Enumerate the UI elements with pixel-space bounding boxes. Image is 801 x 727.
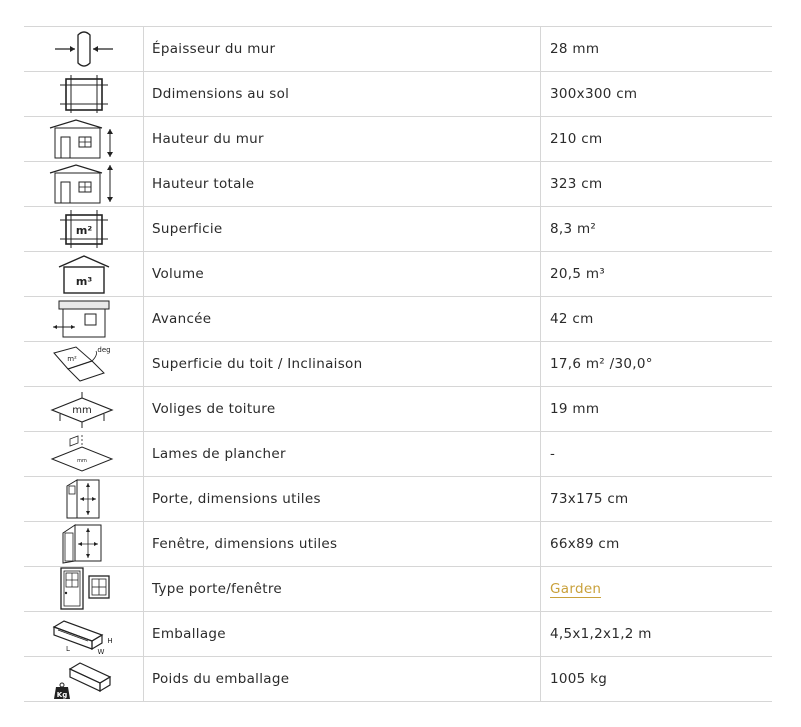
m3-icon-text: m³ [75, 275, 92, 288]
door-window-type-link[interactable]: Garden [550, 581, 602, 597]
table-row [24, 612, 772, 657]
row-label: Hauteur du mur [144, 117, 541, 162]
table-row [24, 162, 772, 207]
table-row [24, 252, 772, 297]
row-label: Type porte/fenêtre [144, 567, 541, 612]
table-row [24, 297, 772, 342]
floor-dimensions-icon [24, 72, 144, 117]
package-weight-icon [24, 657, 144, 702]
row-value: 66x89 cm [541, 522, 773, 567]
area-icon [24, 207, 144, 252]
deg-icon-text: deg [96, 346, 111, 354]
row-value: 323 cm [541, 162, 773, 207]
wall-height-icon [24, 117, 144, 162]
table-row [24, 432, 772, 477]
table-row [24, 657, 772, 702]
row-value: 73x175 cm [541, 477, 773, 522]
door-dimensions-icon [24, 477, 144, 522]
row-value: 1005 kg [541, 657, 773, 702]
row-label: Superficie [144, 207, 541, 252]
row-value: 17,6 m² /30,0° [541, 342, 773, 387]
table-row [24, 72, 772, 117]
row-label: Porte, dimensions utiles [144, 477, 541, 522]
row-label: Volume [144, 252, 541, 297]
row-label: Voliges de toiture [144, 387, 541, 432]
row-label: Ddimensions au sol [144, 72, 541, 117]
row-value: 8,3 m² [541, 207, 773, 252]
volume-icon [24, 252, 144, 297]
table-row [24, 342, 772, 387]
door-window-type-icon [24, 567, 144, 612]
roof-boards-icon [24, 387, 144, 432]
kg-icon-text: Kg [56, 691, 67, 699]
row-value: 28 mm [541, 27, 773, 72]
table-row [24, 477, 772, 522]
mm-icon-text: mm [71, 405, 92, 416]
table-row [24, 387, 772, 432]
table-row [24, 522, 772, 567]
row-value: 300x300 cm [541, 72, 773, 117]
row-label: Hauteur totale [144, 162, 541, 207]
row-value: 4,5x1,2x1,2 m [541, 612, 773, 657]
row-label: Poids du emballage [144, 657, 541, 702]
overhang-icon [24, 297, 144, 342]
row-label: Avancée [144, 297, 541, 342]
row-value: 20,5 m³ [541, 252, 773, 297]
table-row [24, 117, 772, 162]
table-row [24, 567, 772, 612]
m2-icon-text: m² [75, 224, 92, 237]
window-dimensions-icon [24, 522, 144, 567]
floor-boards-icon [24, 432, 144, 477]
row-value: - [541, 432, 773, 477]
row-value: 19 mm [541, 387, 773, 432]
row-label: Lames de plancher [144, 432, 541, 477]
row-value [541, 567, 773, 612]
row-label: Épaisseur du mur [144, 27, 541, 72]
package-dimensions-icon [24, 612, 144, 657]
m2-icon-text: m² [66, 355, 77, 363]
specifications-table [24, 26, 772, 702]
mm-icon-text: mm [76, 458, 87, 464]
width-icon-text: W [97, 648, 104, 655]
row-label: Superficie du toit / Inclinaison [144, 342, 541, 387]
wall-thickness-icon [24, 27, 144, 72]
row-value: 42 cm [541, 297, 773, 342]
roof-area-icon [24, 342, 144, 387]
row-label: Fenêtre, dimensions utiles [144, 522, 541, 567]
row-value: 210 cm [541, 117, 773, 162]
height-icon-text: H [106, 637, 113, 645]
table-row [24, 207, 772, 252]
total-height-icon [24, 162, 144, 207]
row-label: Emballage [144, 612, 541, 657]
length-icon-text: L [65, 645, 70, 653]
table-row [24, 27, 772, 72]
